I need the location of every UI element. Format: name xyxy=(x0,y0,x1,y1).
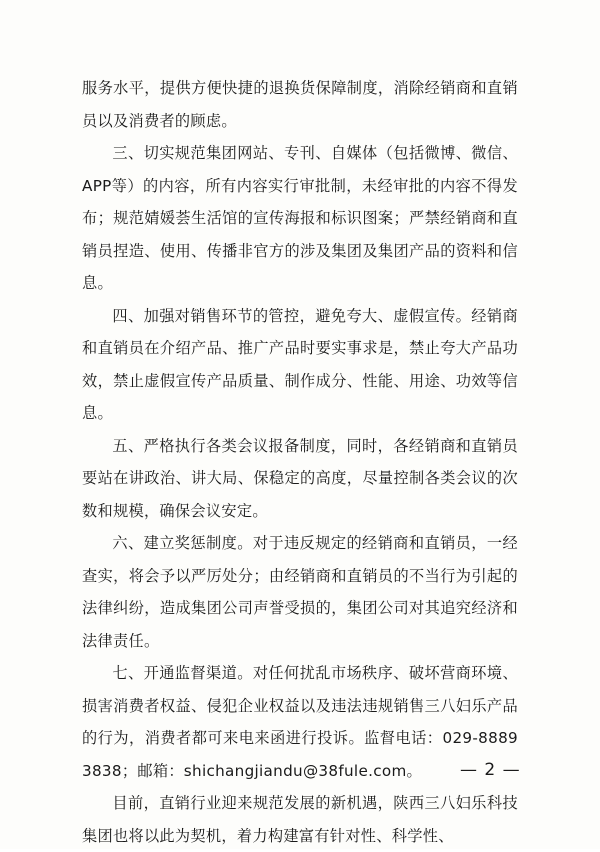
page-number: — 2 — xyxy=(460,760,521,780)
paragraph-continuation: 服务水平，提供方便快捷的退换货保障制度，消除经销商和直销员以及消费者的顾虑。 xyxy=(82,79,518,130)
paragraph-item-7: 七、开通监督渠道。对任何扰乱市场秩序、破坏营商环境、损害消费者权益、侵犯企业权益以及违法违规销售三八妇乐产品的行为，消费者都可来电来函进行投诉。监督电话：029-88893838；邮箱：shichangjiandu@38fule.com。 xyxy=(82,664,518,780)
document-body xyxy=(82,72,518,852)
paragraph-item-5: 五、严格执行各类会议报备制度，同时，各经销商和直销员要站在讲政治、讲大局、保稳定的高度，尽量控制各类会议的次数和规模，确保会议安定。 xyxy=(82,436,518,520)
paragraph-closing: 目前，直销行业迎来规范发展的新机遇，陕西三八妇乐科技集团也将以此为契机，着力构建富有针对性、科学性、 xyxy=(82,794,518,845)
paragraph-item-6: 六、建立奖惩制度。对于违反规定的经销商和直销员，一经查实，将会予以严厉处分；由经销商和直销员的不当行为引起的法律纠纷，造成集团公司声誉受损的，集团公司对其追究经济和法律责任。 xyxy=(82,534,518,650)
paragraph-item-4: 四、加强对销售环节的管控，避免夸大、虚假宣传。经销商和直销员在介绍产品、推广产品时要实事求是，禁止夸大产品功效，禁止虚假宣传产品质量、制作成分、性能、用途、功效等信息。 xyxy=(82,306,518,422)
paragraph-item-3: 三、切实规范集团网站、专刊、自媒体（包括微博、微信、APP等）的内容，所有内容实行审批制，未经审批的内容不得发布；规范婧媛荟生活馆的宣传海报和标识图案；严禁经销商和直销员捏造、使用、传播非官方的涉及集团及集团产品的资料和信息。 xyxy=(82,144,518,292)
